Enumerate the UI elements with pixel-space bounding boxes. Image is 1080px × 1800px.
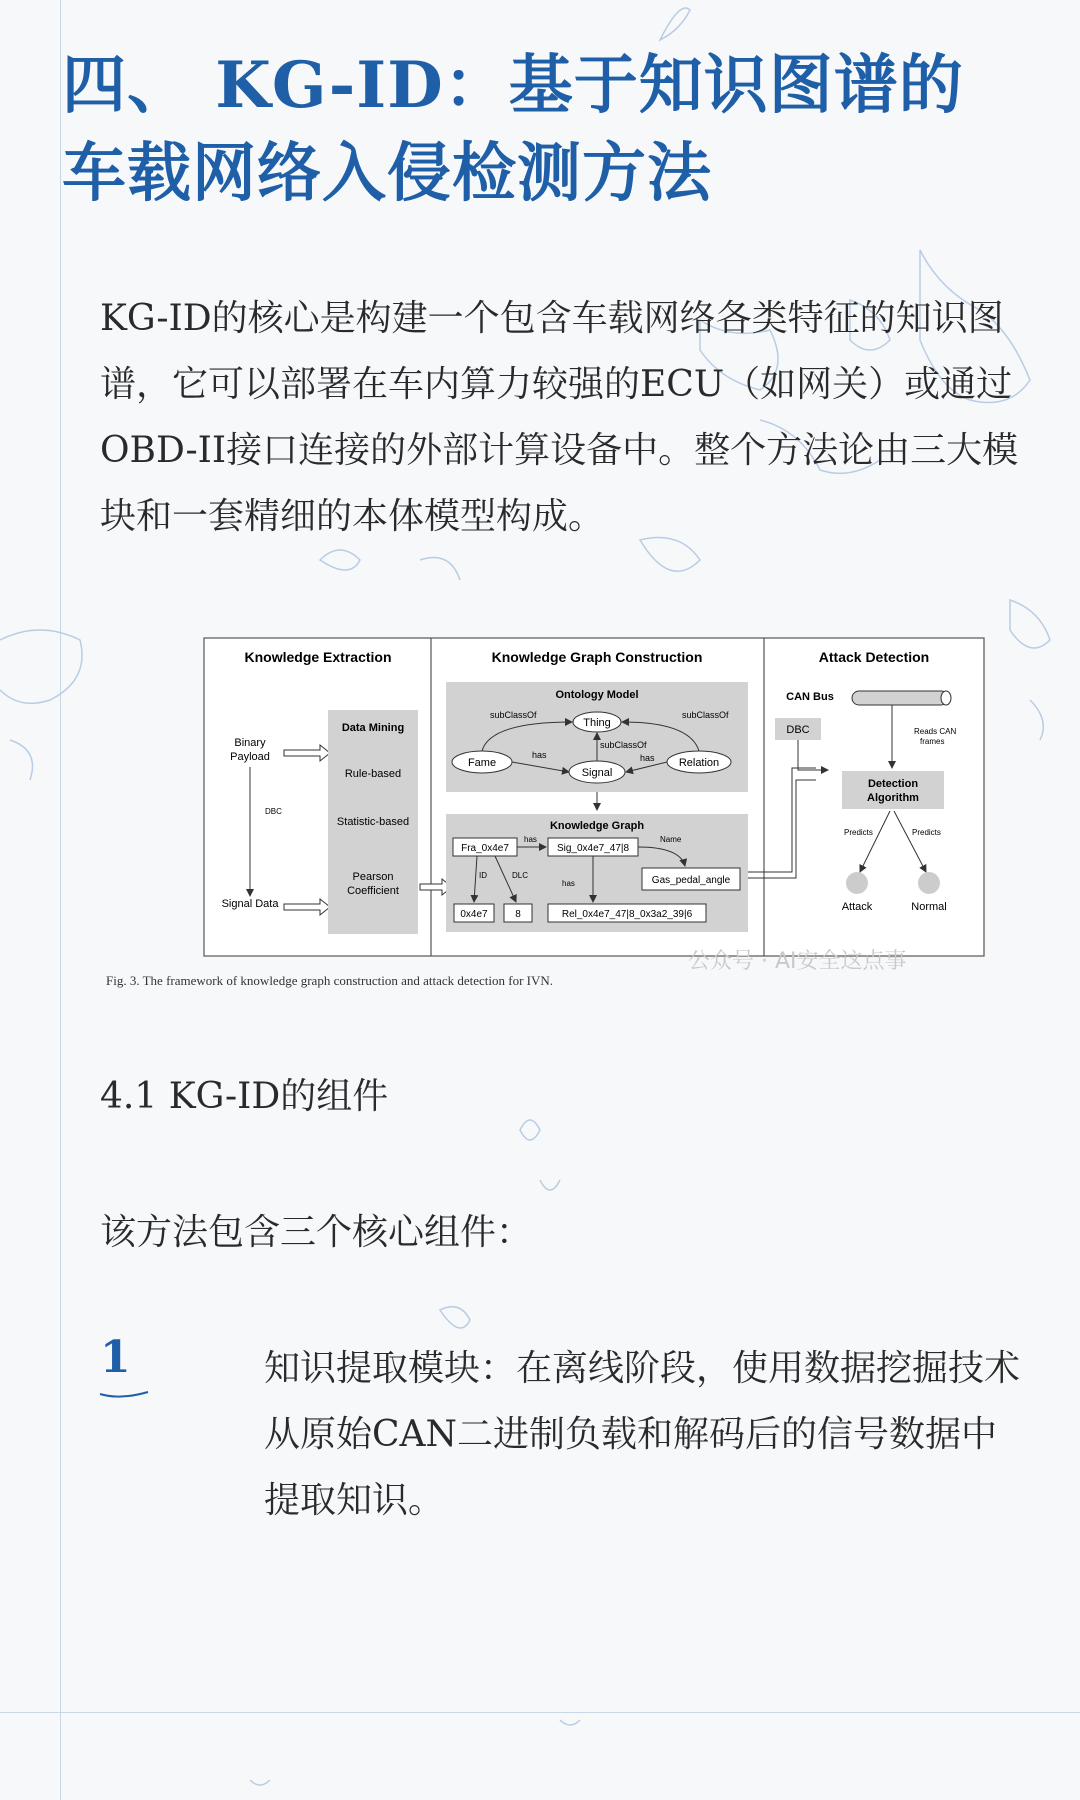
svg-text:has: has	[532, 750, 547, 760]
svg-text:Attack: Attack	[841, 901, 873, 913]
svg-text:Data Mining: Data Mining	[341, 722, 405, 734]
svg-text:Relation: Relation	[678, 757, 720, 769]
dbc-arrow-label: DBC	[265, 807, 282, 816]
svg-text:Gas_pedal_angle: Gas_pedal_angle	[651, 875, 731, 886]
page-title: 四、 KG-ID：基于知识图谱的车载网络入侵检测方法	[62, 48, 964, 211]
svg-text:has: has	[562, 879, 575, 888]
section-title-construction: Knowledge Graph Construction	[491, 649, 703, 665]
svg-text:Reads CAN: Reads CAN	[914, 727, 957, 736]
margin-line-horizontal	[0, 1712, 1080, 1713]
section-heading-4-1: 4.1 KG-ID的组件	[100, 1076, 389, 1117]
svg-text:has: has	[640, 753, 655, 763]
watermark: 公众号 · AI安全这点事	[688, 949, 907, 974]
intro-paragraph: KG-ID的核心是构建一个包含车载网络各类特征的知识图谱，它可以部署在车内算力较强的ECU（如网关）或通过OBD-II接口连接的外部计算设备中。整个方法论由三大模块和一套精细的本体模型构成。	[100, 298, 1019, 537]
svg-text:Ontology Model: Ontology Model	[555, 689, 639, 701]
svg-text:Rel_0x4e7_47|8_0x3a2_39|6: Rel_0x4e7_47|8_0x3a2_39|6	[561, 909, 693, 920]
item-number: 1	[100, 1332, 131, 1383]
svg-text:DLC: DLC	[512, 871, 529, 880]
binary-label-1: Binary	[234, 737, 266, 749]
svg-text:Normal: Normal	[911, 901, 947, 913]
svg-text:subClassOf: subClassOf	[682, 710, 729, 720]
svg-text:Fra_0x4e7: Fra_0x4e7	[461, 843, 509, 854]
number-underline	[98, 1386, 150, 1400]
svg-text:8: 8	[515, 909, 521, 920]
normal-icon	[918, 872, 940, 894]
svg-text:Thing: Thing	[583, 717, 611, 729]
components-intro: 该方法包含三个核心组件：	[100, 1212, 533, 1253]
svg-text:Coefficient: Coefficient	[347, 885, 399, 897]
binary-label-2: Payload	[230, 751, 270, 763]
svg-text:Fame: Fame	[467, 757, 497, 769]
svg-text:CAN Bus: CAN Bus	[786, 691, 834, 703]
svg-text:frames: frames	[920, 737, 945, 746]
svg-text:subClassOf: subClassOf	[490, 710, 537, 720]
svg-text:Statistic-based: Statistic-based	[336, 816, 410, 828]
svg-text:Pearson: Pearson	[352, 871, 394, 883]
figure-caption: Fig. 3. The framework of knowledge graph construction and attack detection for IVN.	[106, 973, 554, 988]
margin-line-vertical	[60, 0, 61, 1800]
svg-text:Detection: Detection	[867, 778, 919, 790]
signal-data-label: Signal Data	[221, 898, 279, 910]
svg-text:Sig_0x4e7_47|8: Sig_0x4e7_47|8	[556, 843, 630, 854]
section-title-detection: Attack Detection	[818, 649, 930, 665]
section-title-extraction: Knowledge Extraction	[244, 649, 392, 665]
svg-text:has: has	[524, 835, 537, 844]
svg-text:Predicts: Predicts	[912, 828, 941, 837]
svg-text:Predicts: Predicts	[844, 828, 873, 837]
framework-diagram	[100, 630, 1020, 970]
svg-text:ID: ID	[479, 871, 487, 880]
svg-text:Knowledge Graph: Knowledge Graph	[549, 820, 645, 832]
svg-text:DBC: DBC	[786, 724, 810, 736]
svg-text:Name: Name	[660, 835, 682, 844]
svg-text:Algorithm: Algorithm	[867, 792, 919, 804]
attack-icon	[846, 872, 868, 894]
svg-text:0x4e7: 0x4e7	[460, 909, 488, 920]
svg-text:Signal: Signal	[581, 767, 613, 779]
list-item-text: 知识提取模块：在离线阶段，使用数据挖掘技术从原始CAN二进制负载和解码后的信号数据中提取知识。	[264, 1348, 1021, 1521]
svg-text:Rule-based: Rule-based	[344, 768, 402, 780]
svg-text:subClassOf: subClassOf	[600, 740, 647, 750]
